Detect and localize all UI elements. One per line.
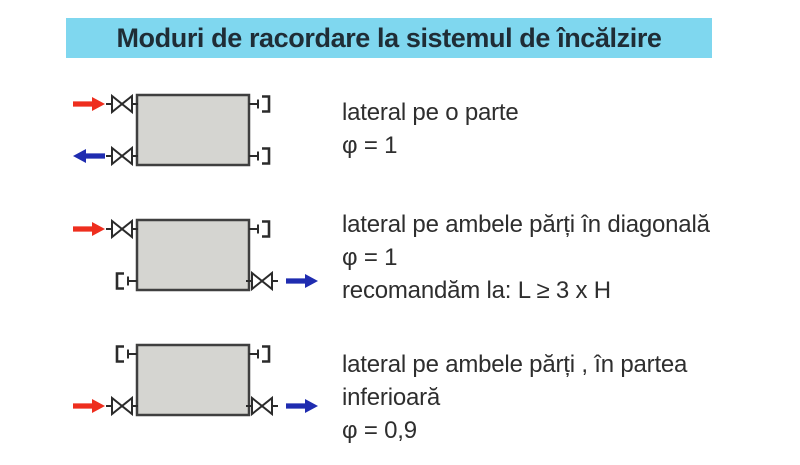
return-arrow-icon — [286, 274, 318, 288]
supply-arrow-icon — [73, 97, 105, 111]
radiator-body — [137, 345, 249, 415]
radiator-diagram-one-side — [66, 88, 346, 172]
return-valve-icon — [246, 273, 278, 289]
caption-line: inferioară — [342, 384, 441, 411]
caption-line: lateral pe ambele părți , în partea — [342, 351, 688, 378]
return-valve-icon — [246, 398, 278, 414]
caption-line: lateral pe o parte — [342, 99, 519, 126]
plug-icon — [117, 347, 137, 362]
radiator-diagram-diagonal — [66, 213, 346, 297]
phi-value: φ = 1 — [342, 132, 398, 159]
radiator-body — [137, 95, 249, 165]
return-valve-icon — [106, 148, 138, 164]
supply-arrow-icon — [73, 222, 105, 236]
plug-icon — [117, 274, 137, 289]
plug-icon — [249, 149, 269, 164]
caption-line: lateral pe ambele părți în diagonală — [342, 211, 710, 238]
radiator-body — [137, 220, 249, 290]
supply-valve-icon — [106, 221, 138, 237]
supply-arrow-icon — [73, 399, 105, 413]
caption-diagonal — [342, 208, 710, 307]
phi-value: φ = 0,9 — [342, 417, 417, 444]
return-arrow-icon — [286, 399, 318, 413]
supply-valve-icon — [106, 96, 138, 112]
recommendation: recomandăm la: L ≥ 3 x H — [342, 277, 611, 304]
return-arrow-icon — [73, 149, 105, 163]
supply-valve-icon — [106, 398, 138, 414]
title-banner — [66, 18, 712, 58]
caption-bottom — [342, 348, 687, 447]
plug-icon — [249, 97, 269, 112]
caption-one-side — [342, 96, 519, 162]
plug-icon — [249, 222, 269, 237]
plug-icon — [249, 347, 269, 362]
phi-value: φ = 1 — [342, 244, 398, 271]
radiator-diagram-bottom — [66, 338, 346, 422]
page-title: Moduri de racordare la sistemul de încălzire — [116, 22, 662, 53]
